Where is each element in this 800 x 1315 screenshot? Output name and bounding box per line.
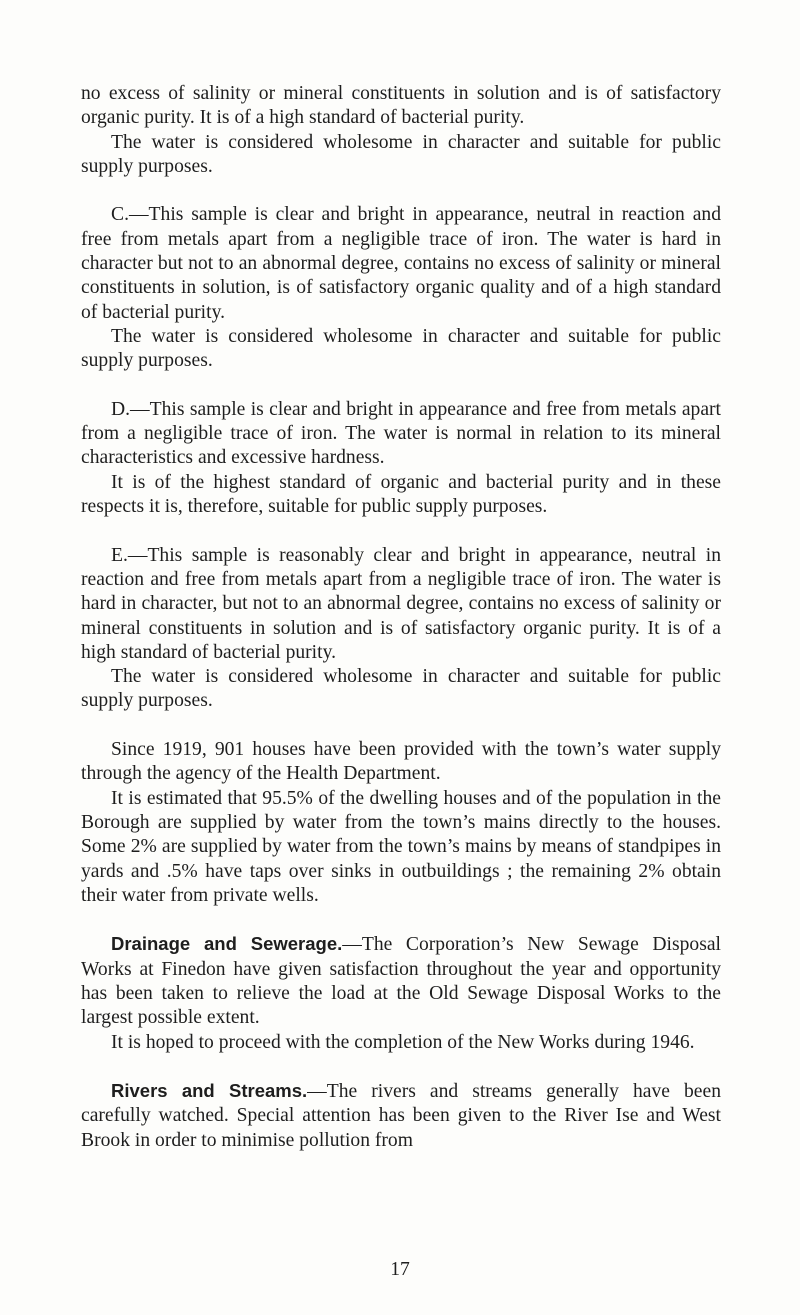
paragraph-sample-d: D.—This sample is clear and bright in appearance and free from metals apart from a negligible trace of iron. The water is normal in relation to its mineral characteristics and excessive hardness. bbox=[81, 398, 721, 469]
page-number: 17 bbox=[390, 1259, 410, 1280]
paragraph-sample-e: E.—This sample is reasonably clear and bright in appearance, neutral in reaction and free from metals apart from a negligible trace of iron. The water is hard in character, but not to an abnormal degree, contains no excess of salinity or mineral constituents in solution and is of satisfactory organic purity. It is of a high standard of bacterial purity. bbox=[81, 544, 721, 663]
body-text bbox=[81, 82, 721, 1153]
paragraph-c-conclusion: The water is considered wholesome in character and suitable for public supply purposes. bbox=[81, 325, 721, 372]
paragraph-houses-supplied: Since 1919, 901 houses have been provided with the town’s water supply through the agency of the Health Department. bbox=[81, 739, 721, 785]
paragraph-drainage bbox=[81, 932, 721, 1030]
rivers-text: —The rivers and streams generally have been carefully watched. Special attention has been given to the River Ise and West Brook in order to minimise pollution from bbox=[81, 1081, 721, 1151]
paragraph-rivers bbox=[81, 1079, 721, 1153]
paragraph-b-conclusion: The water is considered wholesome in character and suitable for public supply purposes. bbox=[81, 131, 721, 177]
drainage-heading: Drainage and Sewerage. bbox=[111, 933, 343, 955]
drainage-text: —The Corporation’s New Sewage Disposal Works at Finedon have given satisfaction throughout the year and opportunity has been taken to relieve the load at the Old Sewage Disposal Works to the largest possible extent. bbox=[81, 934, 721, 1029]
paragraph-drainage-plans: It is hoped to proceed with the completion of the New Works during 1946. bbox=[111, 1031, 695, 1053]
rivers-heading: Rivers and Streams. bbox=[111, 1080, 308, 1102]
paragraph-d-conclusion: It is of the highest standard of organic and bacterial purity and in these respects it is, therefore, suitable for public supply purposes. bbox=[81, 471, 721, 518]
paragraph-e-conclusion: The water is considered wholesome in character and suitable for public supply purposes. bbox=[81, 666, 721, 712]
paragraph-sample-c: C.—This sample is clear and bright in appearance, neutral in reaction and free from metals apart from a negligible trace of iron. The water is hard in character but not to an abnormal degree, contains no excess of salinity or mineral constituents in solution, is of satisfactory organic quality and of a high standard of bacterial purity. bbox=[81, 204, 721, 323]
paragraph-continuation: no excess of salinity or mineral constituents in solution and is of satisfactory organic purity. It is of a high standard of bacterial purity. bbox=[81, 83, 721, 129]
paragraph-supply-percentages: It is estimated that 95.5% of the dwelling houses and of the population in the Borough are supplied by water from the town’s mains directly to the houses. Some 2% are supplied by water from the town’s mains by means of standpipes in yards and .5% have taps over sinks in outbuildings ; the remaining 2% obtain their water from private wells. bbox=[81, 787, 721, 906]
